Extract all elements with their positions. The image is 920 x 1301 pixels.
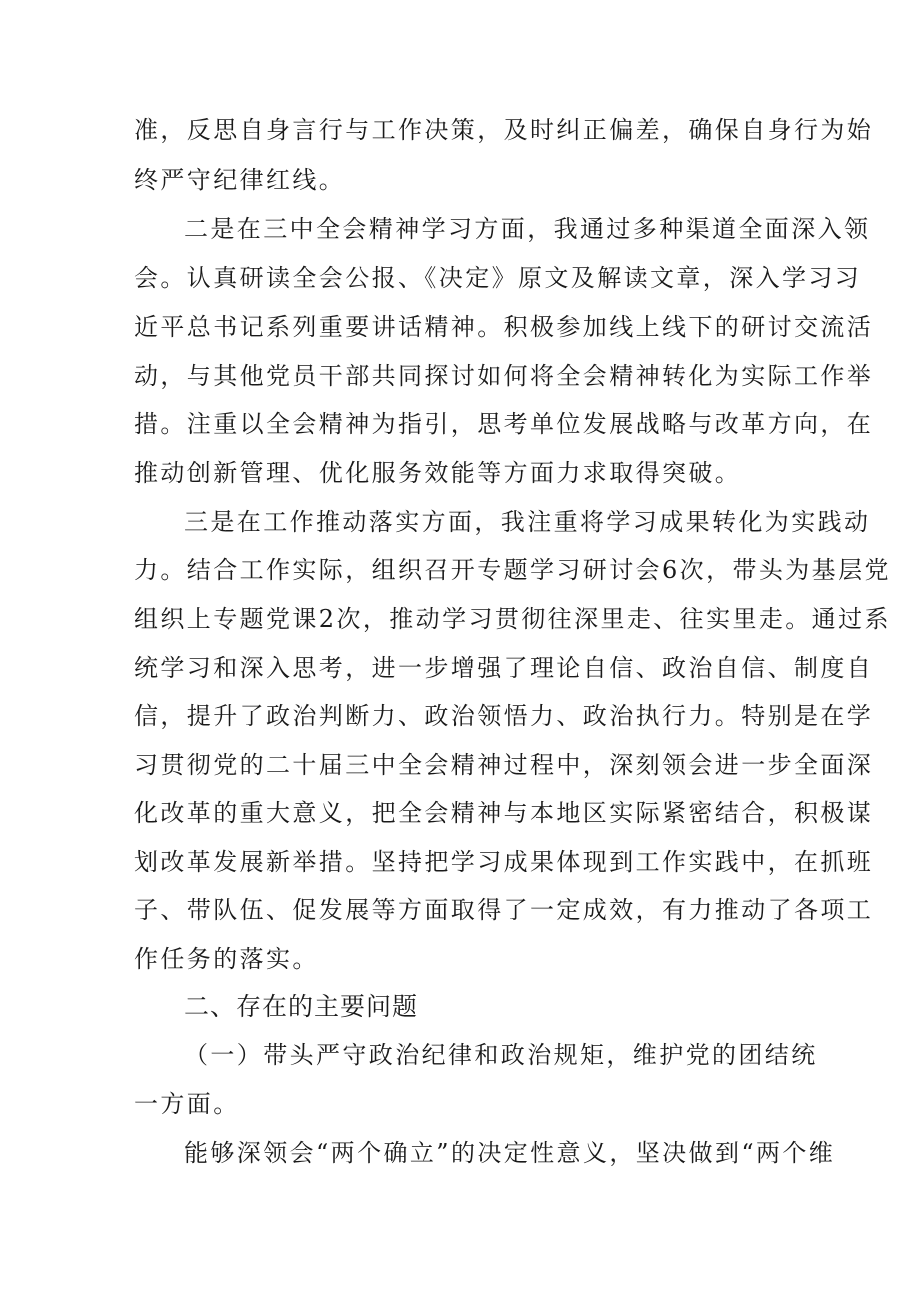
- subsection-heading-line: 一方面。: [134, 1090, 240, 1118]
- section-heading: 二、存在的主要问题: [184, 992, 419, 1021]
- text-line: 措。注重以全会精神为指引，思考单位发展战略与改革方向，在: [134, 410, 874, 438]
- text-line: 习贯彻党的二十届三中全会精神过程中，深刻领会进一步全面深: [134, 751, 874, 779]
- paragraph-start-line: 能够深领会“两个确立”的决定性意义，坚决做到“两个维: [184, 1139, 836, 1167]
- text-line: 准，反思自身言行与工作决策，及时纠正偏差，确保自身行为始: [134, 116, 874, 144]
- subsection-heading-line: （一）带头严守政治纪律和政治规矩，维护党的团结统: [184, 1041, 818, 1069]
- text-line: 化改革的重大意义，把全会精神与本地区实际紧密结合，积极谋: [134, 799, 874, 827]
- text-line: 力。结合工作实际，组织召开专题学习研讨会6次，带头为基层党: [134, 556, 891, 584]
- text-line: 终严守纪律红线。: [134, 166, 346, 194]
- text-line: 近平总书记系列重要讲话精神。积极参加线上线下的研讨交流活: [134, 313, 874, 341]
- text-line: 统学习和深入思考，进一步增强了理论自信、政治自信、制度自: [134, 654, 874, 682]
- text-line: 子、带队伍、促发展等方面取得了一定成效，有力推动了各项工: [134, 896, 874, 924]
- text-line: 会。认真研读全会公报、《决定》原文及解读文章，深入学习习: [134, 264, 862, 292]
- text-line: 推动创新管理、优化服务效能等方面力求取得突破。: [134, 459, 742, 487]
- text-line: 组织上专题党课2次，推动学习贯彻往深里走、往实里走。通过系: [134, 605, 891, 633]
- text-line: 作任务的落实。: [134, 945, 319, 973]
- text-line: 信，提升了政治判断力、政治领悟力、政治执行力。特别是在学: [134, 702, 874, 730]
- text-line: 划改革发展新举措。坚持把学习成果体现到工作实践中，在抓班: [134, 848, 874, 876]
- paragraph-start-line: 三是在工作推动落实方面，我注重将学习成果转化为实践动: [184, 508, 871, 536]
- text-line: 动，与其他党员干部共同探讨如何将全会精神转化为实际工作举: [134, 362, 874, 390]
- paragraph-start-line: 二是在三中全会精神学习方面，我通过多种渠道全面深入领: [184, 215, 871, 243]
